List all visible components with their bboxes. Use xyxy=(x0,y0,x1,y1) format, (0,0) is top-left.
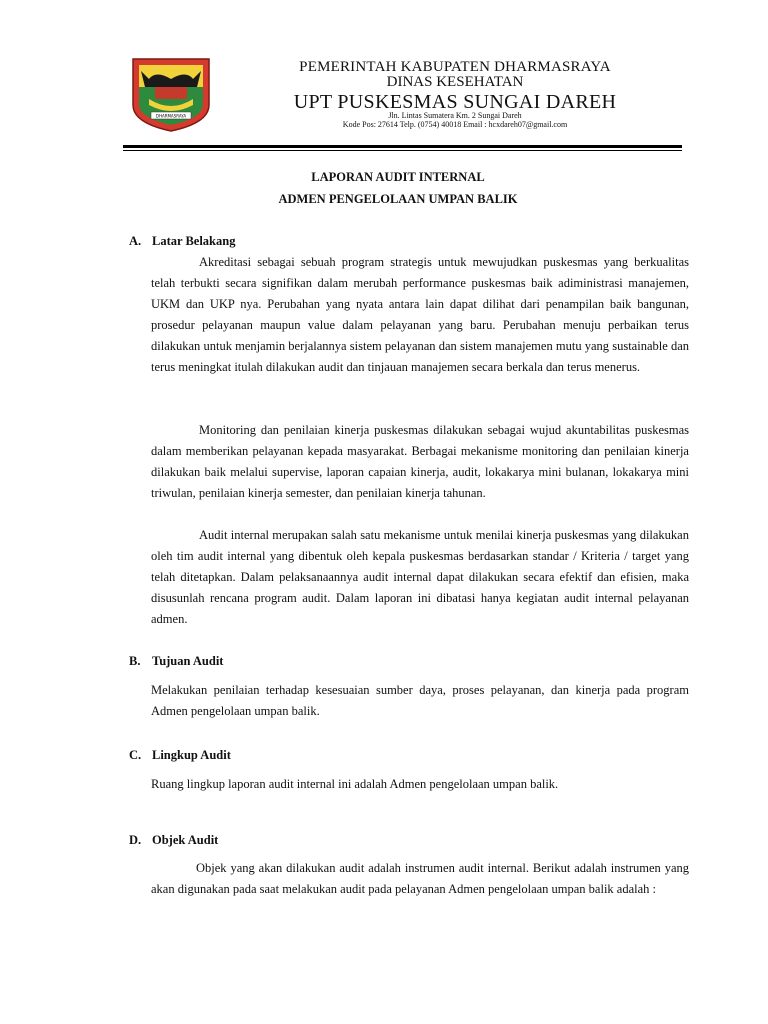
section-a-paragraph-2: Monitoring dan penilaian kinerja puskesmas dilakukan sebagai wujud akuntabilitas puskesmas dalam memberikan pelayanan kepada masyarakat. Berbagai mekanisme monitoring dan penilaian kinerja dilakukan baik melalui supervise, laporan capaian kinerja, audit, lokakarya mini bulanan, lokakarya mini triwulan, penilaian kinerja semester, dan penilaian kinerja tahunan. xyxy=(151,423,689,500)
regency-emblem-icon xyxy=(131,57,211,133)
section-b-paragraph: Melakukan penilaian terhadap kesesuaian sumber daya, proses pelayanan, dan kinerja pada program Admen pengelolaan umpan balik. xyxy=(151,683,689,718)
section-a-title: Latar Belakang xyxy=(152,234,236,248)
report-subtitle: ADMEN PENGELOLAAN UMPAN BALIK xyxy=(278,192,518,206)
letterhead-department: DINAS KESEHATAN xyxy=(386,74,524,90)
section-b-title: Tujuan Audit xyxy=(152,654,224,668)
report-title: LAPORAN AUDIT INTERNAL xyxy=(311,170,485,184)
section-c-letter: C. xyxy=(129,748,142,762)
logo-banner-text: DHARMASRAYA xyxy=(155,113,187,119)
section-d-paragraph: Objek yang akan dilakukan audit adalah instrumen audit internal. Berikut adalah instrumen yang akan digunakan pada saat melakukan audit pada pelayanan Admen pengelolaan umpan balik adalah : xyxy=(151,861,689,896)
letterhead-government: PEMERINTAH KABUPATEN DHARMASRAYA xyxy=(299,59,611,75)
section-c-paragraph: Ruang lingkup laporan audit internal ini adalah Admen pengelolaan umpan balik. xyxy=(151,777,559,791)
section-a-letter: A. xyxy=(129,234,142,248)
section-a-paragraph-3: Audit internal merupakan salah satu mekanisme untuk menilai kinerja puskesmas yang dilakukan oleh tim audit internal yang dibentuk oleh kepala puskesmas berdasarkan standar / Kriteria / target yang telah ditetapkan. Dalam pelaksanaannya audit internal dapat dilakukan secara efektif dan efisien, maka disusunlah rencana program audit. Dalam laporan ini dibatasi hanya kegiatan audit internal pelayanan admen. xyxy=(151,528,689,626)
letterhead-address: Jln. Lintas Sumatera Km. 2 Sungai Dareh xyxy=(388,111,522,120)
section-d-letter: D. xyxy=(129,833,142,847)
letterhead-contact: Kode Pos: 27614 Telp. (0754) 40018 Email : hcxdareh07@gmail.com xyxy=(342,120,568,129)
section-a-paragraph-1: Akreditasi sebagai sebuah program strategis untuk mewujudkan puskesmas yang berkualitas telah terbukti secara signifikan dalam merubah performance puskesmas baik adiministrasi manajemen, UKM dan UKP nya. Perubahan yang nyata antara lain dapat dilihat dari penampilan baik bangunan, prosedur pelayanan maupun value dalam pelayanan yang baru. Perubahan menuju perbaikan terus dilakukan untuk menjamin berjalannya sistem pelayanan dan sistem manajemen mutu yang sustainable dan terus meningkat itulah dilakukan audit dan tinjauan manajemen secara berkala dan terus menerus. xyxy=(151,255,689,374)
letterhead-institution: UPT PUSKESMAS SUNGAI DAREH xyxy=(293,91,617,113)
letterhead-divider-thin xyxy=(123,150,682,151)
letterhead-divider-thick xyxy=(123,145,682,148)
section-b-letter: B. xyxy=(129,654,141,668)
section-c-title: Lingkup Audit xyxy=(152,748,231,762)
section-d-title: Objek Audit xyxy=(152,833,219,847)
